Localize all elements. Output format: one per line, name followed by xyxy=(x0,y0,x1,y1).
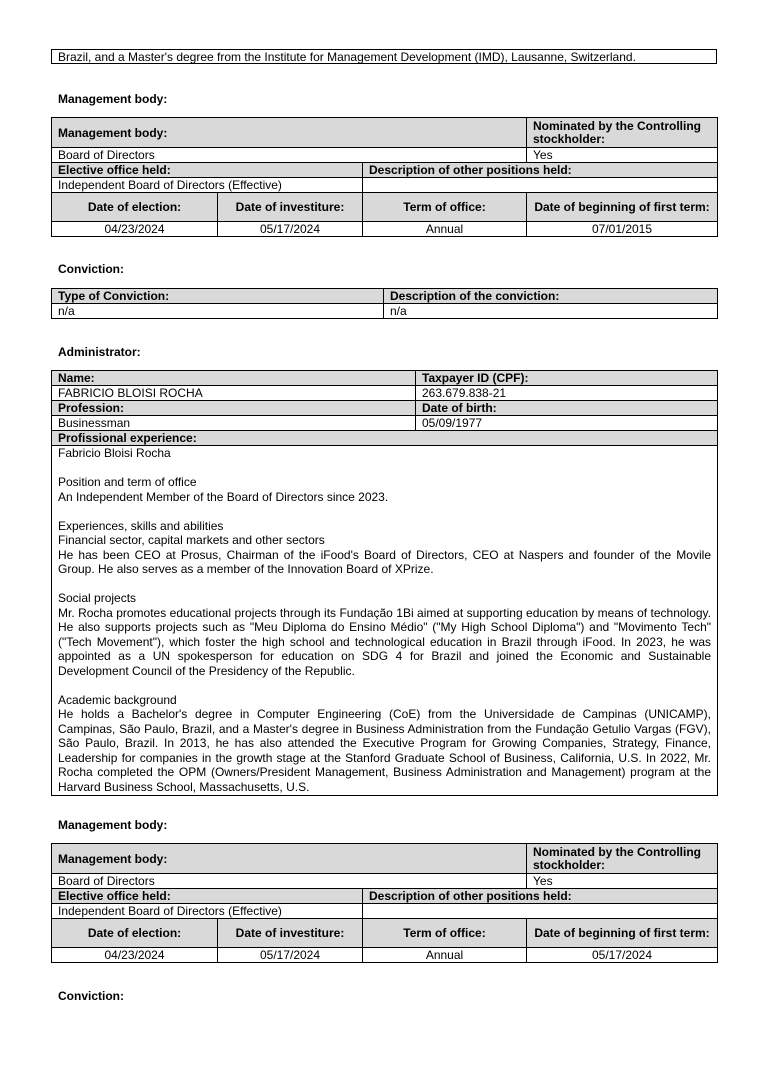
election-value: 04/23/2024 xyxy=(52,222,218,237)
experience-label: Profissional experience: xyxy=(52,431,718,446)
mb-label: Management body: xyxy=(52,118,527,148)
other-positions-value xyxy=(363,178,718,193)
profession-label: Profession: xyxy=(52,401,416,416)
exp-social-title: Social projects xyxy=(58,591,137,605)
mb-label-2: Management body: xyxy=(52,844,527,874)
term-value: Annual xyxy=(363,222,527,237)
election-value-2: 04/23/2024 xyxy=(52,948,218,963)
nominated-value-2: Yes xyxy=(527,874,718,889)
exp-skills-line2: He has been CEO at Prosus, Chairman of the iFood's Board of Directors, CEO at Naspers and founder of the Movile Group. He also serves as a member of the Innovation Board of XPrize. xyxy=(58,547,711,576)
other-positions-label: Description of other positions held: xyxy=(363,163,718,178)
investiture-label: Date of investiture: xyxy=(218,193,363,222)
exp-academic-text: He holds a Bachelor's degree in Computer Engineering (CoE) from the Universidade de Campinas (UNICAMP), Campinas, São Paulo, Brazil, and a Master's degree in Business Administration from the Fundação Getulio Vargas (FGV), São Paulo, Brazil. In 2013, he has also attended the Executive Program for Growing Companies, Strategy, Finance, Leadership for companies in the growth stage at the Stanford Graduate School of Business, California, U.S. In 2022, Mr. Rocha completed the OPM (Owners/President Management, Business Administration and Management) program at the Harvard Business School, Massachusetts, U.S. xyxy=(58,707,711,794)
conviction-desc-value: n/a xyxy=(384,304,718,319)
exp-skills-line1: Financial sector, capital markets and other sectors xyxy=(58,533,325,547)
management-body-table-1 xyxy=(51,117,717,237)
nominated-label-2: Nominated by the Controlling stockholder: xyxy=(527,844,718,874)
other-positions-label-2: Description of other positions held: xyxy=(363,889,718,904)
term-label: Term of office: xyxy=(363,193,527,222)
conviction-type-value: n/a xyxy=(52,304,384,319)
office-value-2: Independent Board of Directors (Effective) xyxy=(52,904,363,919)
election-label: Date of election: xyxy=(52,193,218,222)
office-label: Elective office held: xyxy=(52,163,363,178)
management-body-heading-1: Management body: xyxy=(58,92,168,106)
exp-skills-title: Experiences, skills and abilities xyxy=(58,518,224,533)
investiture-value: 05/17/2024 xyxy=(218,222,363,237)
mb-value-2: Board of Directors xyxy=(52,874,527,889)
administrator-table xyxy=(51,370,717,796)
election-label-2: Date of election: xyxy=(52,919,218,948)
first-term-value: 07/01/2015 xyxy=(527,222,718,237)
conviction-type-label: Type of Conviction: xyxy=(52,289,384,304)
office-value: Independent Board of Directors (Effective) xyxy=(52,178,363,193)
continued-text-box: Brazil, and a Master's degree from the Institute for Management Development (IMD), Lausanne, Switzerland. xyxy=(51,49,717,64)
experience-text xyxy=(52,446,718,796)
first-term-label-2: Date of beginning of first term: xyxy=(527,919,718,948)
cpf-value: 263.679.838-21 xyxy=(416,386,718,401)
cpf-label: Taxpayer ID (CPF): xyxy=(416,371,718,386)
management-body-table-2 xyxy=(51,843,717,963)
term-label-2: Term of office: xyxy=(363,919,527,948)
term-value-2: Annual xyxy=(363,948,527,963)
conviction-table xyxy=(51,288,717,319)
mb-value: Board of Directors xyxy=(52,148,527,163)
exp-position-text: An Independent Member of the Board of Directors since 2023. xyxy=(58,489,389,504)
dob-value: 05/09/1977 xyxy=(416,416,718,431)
other-positions-value-2 xyxy=(363,904,718,919)
exp-social-text: Mr. Rocha promotes educational projects through its Fundação 1Bi aimed at supporting education by means of technology. He also supports projects such as "Meu Diploma do Ensino Médio" ("My High School Diploma") and "Movimento Tech" ("Tech Movement"), which foster the high school and technological education in Brazil through iFood. In 2023, he was appointed as a UN spokesperson for education on SDG 4 for Brazil and joined the Economic and Sustainable Development Council of the Presidency of the Republic. xyxy=(58,605,711,678)
conviction-desc-label: Description of the conviction: xyxy=(384,289,718,304)
conviction-heading-2: Conviction: xyxy=(58,989,124,1003)
dob-label: Date of birth: xyxy=(416,401,718,416)
conviction-heading-1: Conviction: xyxy=(58,262,124,276)
name-label: Name: xyxy=(52,371,416,386)
management-body-heading-2: Management body: xyxy=(58,818,168,832)
office-label-2: Elective office held: xyxy=(52,889,363,904)
name-value: FABRICIO BLOISI ROCHA xyxy=(52,386,416,401)
profession-value: Businessman xyxy=(52,416,416,431)
exp-name: Fabricio Bloisi Rocha xyxy=(58,446,171,460)
nominated-value: Yes xyxy=(527,148,718,163)
exp-academic-title: Academic background xyxy=(58,692,177,707)
investiture-label-2: Date of investiture: xyxy=(218,919,363,948)
nominated-label: Nominated by the Controlling stockholder: xyxy=(527,118,718,148)
administrator-heading: Administrator: xyxy=(58,345,141,359)
investiture-value-2: 05/17/2024 xyxy=(218,948,363,963)
first-term-value-2: 05/17/2024 xyxy=(527,948,718,963)
exp-position-title: Position and term of office xyxy=(58,475,197,489)
first-term-label: Date of beginning of first term: xyxy=(527,193,718,222)
